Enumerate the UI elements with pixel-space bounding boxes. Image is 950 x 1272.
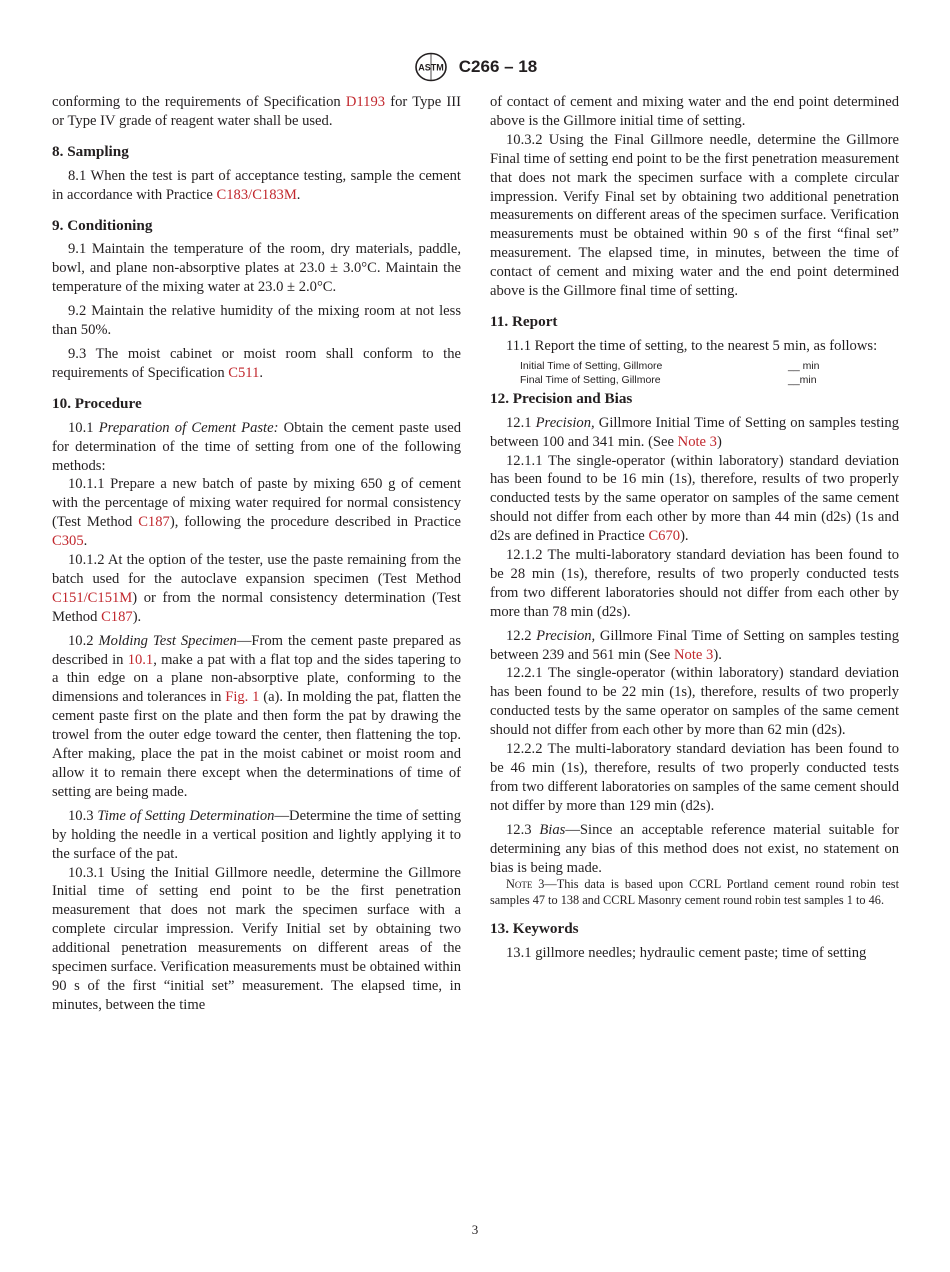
link-c305[interactable]: C305	[52, 533, 84, 550]
link-fig-1[interactable]: Fig. 1	[225, 689, 260, 706]
paragraph-continuation-right: of contact of cement and mixing water and the end point determined above is the Gillmore initial time of setting.	[490, 94, 899, 129]
paragraph-10-3: 10.3 Time of Setting Determination—Determine the time of setting by holding the needle in a vertical position and lightly applying it to the surface of the pat.	[52, 807, 461, 862]
paragraph-12-2: 12.2 Precision, Gillmore Final Time of Setting on samples testing between 239 and 561 min (See Note 3).	[490, 627, 899, 663]
note-3: Note 3—This data is based upon CCRL Portland cement round robin test samples 47 to 138 and CCRL Masonry cement round robin test samples 1 to 46.	[490, 877, 899, 907]
link-note-3[interactable]: Note 3	[677, 433, 717, 450]
link-c183[interactable]: C183/C183M	[216, 186, 297, 203]
paragraph-10-3-1: 10.3.1 Using the Initial Gillmore needle, determine the Gillmore Initial time of setting end point to be the first penetration measurement that does not mark the specimen surface with a complete circular impression. Verify Initial set by obtaining two additional penetration measurements on different areas of the specimen surface. Verification measurements must be obtained within 90 s of the first “initial set” measurement. The elapsed time, in minutes, between the time	[52, 864, 461, 1013]
paragraph-13-1: 13.1 gillmore needles; hydraulic cement paste; time of setting	[506, 944, 867, 961]
page-header	[0, 52, 950, 82]
left-column	[52, 93, 461, 1015]
section-11-title: 11. Report	[490, 312, 558, 330]
report-table	[520, 359, 899, 387]
page-number: 3	[471, 1222, 479, 1237]
link-note-3-2[interactable]: Note 3	[674, 646, 714, 663]
paragraph-11-1: 11.1 Report the time of setting, to the nearest 5 min, as follows:	[506, 337, 878, 354]
report-label: Final Time of Setting, Gillmore	[520, 373, 661, 386]
link-c187[interactable]: C187	[138, 514, 170, 531]
paragraph-12-1-1: 12.1.1 The single-operator (within laboratory) standard deviation has been found to be 16 min (1s), therefore, results of two properly conducted tests by the same operator on samples of the same cement should not differ from each other by more than 44 min (d2s) (1s and d2s are defined in Practice C670).	[490, 452, 899, 545]
logo-text: ASTM	[418, 62, 444, 73]
link-c511[interactable]: C511	[228, 364, 260, 381]
paragraph-12-3: 12.3 Bias—Since an acceptable reference material suitable for determining any bias of this method does not exist, no statement on bias is being made.	[490, 821, 900, 876]
paragraph-10-3-2: 10.3.2 Using the Final Gillmore needle, determine the Gillmore Final time of setting end point to be the first penetration measurement that does not mark the specimen surface with a complete circular impression. Verify Final set by obtaining two additional penetration measurements on different areas of the specimen surface. Verification measurements must be obtained within 90 s of the first “final set” measurement. The elapsed time, in minutes, between the time of contact of cement and mixing water and the end point determined above is the Gillmore final time of setting.	[490, 131, 899, 300]
report-label: Initial Time of Setting, Gillmore	[520, 359, 663, 372]
section-12-title: 12. Precision and Bias	[490, 389, 633, 407]
link-c187-2[interactable]: C187	[101, 608, 133, 625]
section-10-title: 10. Procedure	[52, 394, 142, 412]
astm-logo-icon	[413, 52, 449, 82]
report-row	[520, 373, 899, 387]
link-c670[interactable]: C670	[648, 528, 681, 545]
paragraph-8-1: 8.1 When the test is part of acceptance testing, sample the cement in accordance with Practice C183/C183M.	[52, 167, 461, 203]
link-c151[interactable]: C151/C151M	[52, 589, 133, 606]
paragraph-9-3: 9.3 The moist cabinet or moist room shall conform to the requirements of Specification C511.	[52, 345, 461, 381]
paragraph-12-1-2: 12.1.2 The multi-laboratory standard deviation has been found to be 28 min (1s), therefore, results of two properly conducted tests from two different laboratories should not differ from each other by more than 78 min (d2s).	[490, 547, 899, 620]
paragraph-10-2: 10.2 Molding Test Specimen—From the cement paste prepared as described in 10.1, make a pat with a flat top and the sides tapering to a thin edge on a plane non-absorptive plate, conforming to the dimensions and tolerances in Fig. 1 (a). In molding the pat, flatten the cement paste first on the plate and then form the pat by drawing the trowel from the outer edge toward the center, then flattening the top. After making, place the pat in the moist cabinet or moist room and allow it to remain there except when the determinations of time of setting are being made.	[52, 632, 462, 800]
paragraph-12-2-1: 12.2.1 The single-operator (within laboratory) standard deviation has been found to be 22 min (1s), therefore, results of two properly conducted tests by the same operator on samples of the same cement should not differ from each other by more than 62 min (d2s).	[490, 665, 899, 739]
paragraph-12-1: 12.1 Precision, Gillmore Initial Time of Setting on samples testing between 100 and 341 min. (See Note 3)	[490, 414, 899, 450]
paragraph-10-1-2: 10.1.2 At the option of the tester, use the paste remaining from the batch used for the autoclave expansion specimen (Test Method C151/C151M) or from the normal consistency determination (Test Method C187).	[52, 552, 461, 625]
paragraph-10-1-1: 10.1.1 Prepare a new batch of paste by mixing 650 g of cement with the percentage of mixing water required for normal consistency (Test Method C187), following the procedure described in Practice C305.	[52, 476, 461, 550]
section-9-title: 9. Conditioning	[52, 216, 153, 234]
report-value: __min	[788, 373, 817, 386]
right-column	[490, 93, 899, 963]
link-d1193[interactable]: D1193	[345, 94, 386, 110]
report-value: __ min	[788, 359, 820, 372]
standard-designation: C266 – 18	[458, 57, 538, 76]
paragraph-continuation: conforming to the requirements of Specification D1193 for Type III or Type IV grade of reagent water shall be used.	[52, 94, 461, 129]
paragraph-9-1: 9.1 Maintain the temperature of the room, dry materials, paddle, bowl, and plane non-absorptive plates at 23.0 ± 3.0°C. Maintain the temperature of the mixing water at 23.0 ± 2.0°C.	[52, 241, 461, 296]
paragraph-12-2-2: 12.2.2 The multi-laboratory standard deviation has been found to be 46 min (1s), therefore, results of two properly conducted tests from two different laboratories on samples of the same cement should not differ by more than 129 min (d2s).	[490, 741, 899, 814]
paragraph-10-1: 10.1 Preparation of Cement Paste: Obtain the cement paste used for determination of the time of setting from one of the following methods:	[52, 419, 461, 474]
paragraph-9-2: 9.2 Maintain the relative humidity of the mixing room at not less than 50%.	[52, 303, 461, 339]
report-row	[520, 359, 899, 373]
section-8-title: 8. Sampling	[52, 142, 129, 160]
link-section-10-1[interactable]: 10.1	[127, 651, 154, 668]
section-13-title: 13. Keywords	[490, 919, 579, 937]
